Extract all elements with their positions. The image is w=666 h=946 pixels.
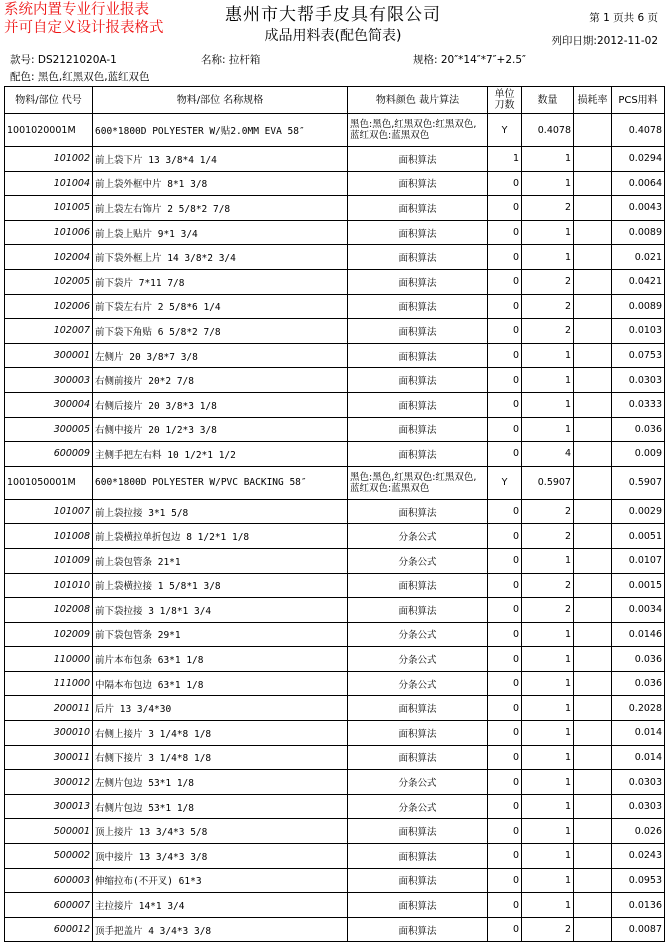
row-name-cell: 左侧片 20 3/8*7 3/8 [93, 343, 348, 368]
row-name-cell: 顶上接片 13 3/4*3 5/8 [93, 819, 348, 844]
row-name-cell: 前下袋左右片 2 5/8*6 1/4 [93, 294, 348, 319]
row-name-cell: 600*1800D POLYESTER W/贴2.0MM EVA 58″ [93, 114, 348, 147]
part-row [5, 196, 665, 221]
row-unit-cell: Y [488, 114, 522, 147]
row-color-calc-cell: 分条公式 [348, 794, 488, 819]
row-qty-cell: 1 [522, 548, 574, 573]
row-loss-cell [574, 721, 612, 746]
row-loss-cell [574, 844, 612, 869]
row-color-calc-cell: 面积算法 [348, 196, 488, 221]
row-unit-cell: 0 [488, 343, 522, 368]
row-loss-cell [574, 671, 612, 696]
row-color-calc-cell: 面积算法 [348, 598, 488, 623]
product-spec: 规格: 20″*14″*7″+2.5″ [413, 54, 526, 66]
row-color-calc-cell: 面积算法 [348, 819, 488, 844]
part-row [5, 245, 665, 270]
row-qty-cell: 1 [522, 622, 574, 647]
row-color-calc-cell: 面积算法 [348, 893, 488, 918]
part-row [5, 171, 665, 196]
row-code-cell: 101006 [5, 220, 93, 245]
row-unit-cell: 0 [488, 917, 522, 942]
row-qty-cell: 4 [522, 442, 574, 467]
part-row [5, 893, 665, 918]
row-unit-cell: 0 [488, 196, 522, 221]
row-unit-cell: 0 [488, 647, 522, 672]
row-name-cell: 前上袋外框中片 8*1 3/8 [93, 171, 348, 196]
row-unit-cell: 0 [488, 745, 522, 770]
row-code-cell: 300012 [5, 770, 93, 795]
part-row [5, 696, 665, 721]
row-color-calc-cell: 面积算法 [348, 368, 488, 393]
row-pcs-cell: 0.0051 [612, 524, 665, 549]
row-unit-cell: 0 [488, 868, 522, 893]
row-loss-cell [574, 147, 612, 172]
row-loss-cell [574, 573, 612, 598]
row-qty-cell: 0.5907 [522, 466, 574, 499]
row-unit-cell: 0 [488, 696, 522, 721]
row-code-cell: 300005 [5, 417, 93, 442]
row-qty-cell: 2 [522, 294, 574, 319]
row-pcs-cell: 0.0043 [612, 196, 665, 221]
row-pcs-cell: 0.0146 [612, 622, 665, 647]
row-color-calc-cell: 黑色:黑色,红黑双色:红黑双色,蓝红双色:蓝黑双色 [348, 114, 488, 147]
row-name-cell: 前上袋下片 13 3/8*4 1/4 [93, 147, 348, 172]
report-title: 成品用料表(配色简表) [264, 28, 402, 44]
part-row [5, 392, 665, 417]
row-code-cell: 102007 [5, 319, 93, 344]
part-row [5, 524, 665, 549]
row-unit-cell: 0 [488, 573, 522, 598]
row-name-cell: 前上袋拉接 3*1 5/8 [93, 499, 348, 524]
row-name-cell: 前片本布包条 63*1 1/8 [93, 647, 348, 672]
promo-line-2: 并可自定义设计报表格式 [4, 20, 164, 36]
row-name-cell: 600*1800D POLYESTER W/PVC BACKING 58″ [93, 466, 348, 499]
row-code-cell: 102009 [5, 622, 93, 647]
row-color-calc-cell: 面积算法 [348, 721, 488, 746]
row-unit-cell: 0 [488, 392, 522, 417]
row-color-calc-cell: 面积算法 [348, 147, 488, 172]
row-loss-cell [574, 343, 612, 368]
row-name-cell: 前上袋横拉单折包边 8 1/2*1 1/8 [93, 524, 348, 549]
row-qty-cell: 2 [522, 499, 574, 524]
row-code-cell: 102006 [5, 294, 93, 319]
row-pcs-cell: 0.009 [612, 442, 665, 467]
row-code-cell: 102008 [5, 598, 93, 623]
row-loss-cell [574, 466, 612, 499]
row-loss-cell [574, 893, 612, 918]
row-qty-cell: 1 [522, 647, 574, 672]
row-color-calc-cell: 面积算法 [348, 499, 488, 524]
col-header-color-calc: 物料颜色 裁片算法 [348, 87, 488, 114]
row-unit-cell: 0 [488, 794, 522, 819]
row-code-cell: 110000 [5, 647, 93, 672]
row-unit-cell: 0 [488, 417, 522, 442]
row-pcs-cell: 0.0333 [612, 392, 665, 417]
row-color-calc-cell: 面积算法 [348, 319, 488, 344]
row-pcs-cell: 0.0243 [612, 844, 665, 869]
row-pcs-cell: 0.0034 [612, 598, 665, 623]
row-name-cell: 右侧下接片 3 1/4*8 1/8 [93, 745, 348, 770]
row-pcs-cell: 0.0303 [612, 770, 665, 795]
row-qty-cell: 1 [522, 220, 574, 245]
row-qty-cell: 2 [522, 598, 574, 623]
row-loss-cell [574, 171, 612, 196]
col-header-name: 物料/部位 名称规格 [93, 87, 348, 114]
row-color-calc-cell: 面积算法 [348, 269, 488, 294]
row-name-cell: 前上袋左右饰片 2 5/8*2 7/8 [93, 196, 348, 221]
row-loss-cell [574, 114, 612, 147]
row-loss-cell [574, 548, 612, 573]
row-pcs-cell: 0.0294 [612, 147, 665, 172]
row-unit-cell: 0 [488, 171, 522, 196]
row-loss-cell [574, 499, 612, 524]
row-color-calc-cell: 面积算法 [348, 220, 488, 245]
row-pcs-cell: 0.0421 [612, 269, 665, 294]
part-row [5, 220, 665, 245]
part-row [5, 721, 665, 746]
row-color-calc-cell: 面积算法 [348, 294, 488, 319]
row-color-calc-cell: 黑色:黑色,红黑双色:红黑双色,蓝红双色:蓝黑双色 [348, 466, 488, 499]
row-pcs-cell: 0.0089 [612, 220, 665, 245]
row-qty-cell: 2 [522, 573, 574, 598]
row-loss-cell [574, 392, 612, 417]
row-name-cell: 后片 13 3/4*30 [93, 696, 348, 721]
row-name-cell: 顶手把盖片 4 3/4*3 3/8 [93, 917, 348, 942]
row-qty-cell: 1 [522, 770, 574, 795]
row-qty-cell: 1 [522, 721, 574, 746]
row-code-cell: 200011 [5, 696, 93, 721]
company-name: 惠州市大帮手皮具有限公司 [225, 5, 441, 25]
row-unit-cell: 0 [488, 893, 522, 918]
row-code-cell: 102004 [5, 245, 93, 270]
materials-table [4, 86, 665, 942]
row-unit-cell: 1 [488, 147, 522, 172]
row-color-calc-cell: 面积算法 [348, 844, 488, 869]
row-pcs-cell: 0.0303 [612, 368, 665, 393]
part-row [5, 499, 665, 524]
part-row [5, 548, 665, 573]
row-unit-cell: 0 [488, 671, 522, 696]
row-loss-cell [574, 696, 612, 721]
row-qty-cell: 1 [522, 171, 574, 196]
row-color-calc-cell: 分条公式 [348, 548, 488, 573]
row-code-cell: 101008 [5, 524, 93, 549]
row-name-cell: 前下袋下角贴 6 5/8*2 7/8 [93, 319, 348, 344]
row-code-cell: 101005 [5, 196, 93, 221]
row-pcs-cell: 0.014 [612, 745, 665, 770]
material-row [5, 466, 665, 499]
row-qty-cell: 1 [522, 794, 574, 819]
row-name-cell: 前上袋横拉接 1 5/8*1 3/8 [93, 573, 348, 598]
row-qty-cell: 1 [522, 147, 574, 172]
part-row [5, 671, 665, 696]
row-color-calc-cell: 面积算法 [348, 745, 488, 770]
part-row [5, 770, 665, 795]
part-row [5, 647, 665, 672]
row-code-cell: 1001050001M [5, 466, 93, 499]
row-unit-cell: 0 [488, 844, 522, 869]
row-qty-cell: 1 [522, 343, 574, 368]
print-date: 列印日期:2012-11-02 [551, 35, 658, 47]
row-pcs-cell: 0.0103 [612, 319, 665, 344]
row-color-calc-cell: 分条公式 [348, 524, 488, 549]
row-color-calc-cell: 面积算法 [348, 868, 488, 893]
row-qty-cell: 1 [522, 844, 574, 869]
part-row [5, 319, 665, 344]
row-loss-cell [574, 794, 612, 819]
row-pcs-cell: 0.2028 [612, 696, 665, 721]
row-loss-cell [574, 524, 612, 549]
row-pcs-cell: 0.5907 [612, 466, 665, 499]
row-qty-cell: 1 [522, 819, 574, 844]
part-row [5, 745, 665, 770]
col-header-unit-knife: 单位 刀数 [488, 87, 522, 114]
part-row [5, 147, 665, 172]
row-color-calc-cell: 面积算法 [348, 343, 488, 368]
row-loss-cell [574, 745, 612, 770]
row-qty-cell: 1 [522, 893, 574, 918]
row-name-cell: 右侧片包边 53*1 1/8 [93, 794, 348, 819]
row-code-cell: 101009 [5, 548, 93, 573]
row-code-cell: 102005 [5, 269, 93, 294]
row-pcs-cell: 0.026 [612, 819, 665, 844]
color-scheme: 配色: 黑色,红黑双色,蓝红双色 [10, 71, 150, 83]
style-number: 款号: DS2121020A-1 [10, 54, 117, 66]
row-qty-cell: 2 [522, 319, 574, 344]
part-row [5, 417, 665, 442]
row-pcs-cell: 0.0136 [612, 893, 665, 918]
row-name-cell: 前下袋片 7*11 7/8 [93, 269, 348, 294]
row-code-cell: 101007 [5, 499, 93, 524]
row-loss-cell [574, 245, 612, 270]
row-unit-cell: 0 [488, 598, 522, 623]
row-unit-cell: 0 [488, 622, 522, 647]
col-header-code: 物料/部位 代号 [5, 87, 93, 114]
row-loss-cell [574, 622, 612, 647]
col-header-qty: 数量 [522, 87, 574, 114]
row-unit-cell: 0 [488, 524, 522, 549]
part-row [5, 294, 665, 319]
row-unit-cell: 0 [488, 319, 522, 344]
row-color-calc-cell: 分条公式 [348, 647, 488, 672]
row-name-cell: 右侧中接片 20 1/2*3 3/8 [93, 417, 348, 442]
row-code-cell: 300011 [5, 745, 93, 770]
row-loss-cell [574, 417, 612, 442]
row-qty-cell: 1 [522, 392, 574, 417]
row-name-cell: 右侧后接片 20 3/8*3 1/8 [93, 392, 348, 417]
row-color-calc-cell: 面积算法 [348, 245, 488, 270]
row-unit-cell: 0 [488, 548, 522, 573]
table-header-row [5, 87, 665, 114]
row-pcs-cell: 0.0015 [612, 573, 665, 598]
row-qty-cell: 1 [522, 868, 574, 893]
row-pcs-cell: 0.036 [612, 417, 665, 442]
row-pcs-cell: 0.0089 [612, 294, 665, 319]
row-color-calc-cell: 面积算法 [348, 392, 488, 417]
promo-line-1: 系统内置专业行业报表 [4, 2, 149, 18]
row-code-cell: 300001 [5, 343, 93, 368]
row-qty-cell: 1 [522, 417, 574, 442]
row-loss-cell [574, 269, 612, 294]
row-code-cell: 300010 [5, 721, 93, 746]
row-loss-cell [574, 770, 612, 795]
part-row [5, 343, 665, 368]
part-row [5, 573, 665, 598]
row-color-calc-cell: 分条公式 [348, 671, 488, 696]
row-qty-cell: 1 [522, 696, 574, 721]
row-code-cell: 300013 [5, 794, 93, 819]
row-code-cell: 500002 [5, 844, 93, 869]
row-pcs-cell: 0.0029 [612, 499, 665, 524]
row-pcs-cell: 0.0953 [612, 868, 665, 893]
row-pcs-cell: 0.036 [612, 671, 665, 696]
row-pcs-cell: 0.0064 [612, 171, 665, 196]
row-pcs-cell: 0.0303 [612, 794, 665, 819]
row-code-cell: 600012 [5, 917, 93, 942]
row-qty-cell: 2 [522, 524, 574, 549]
row-pcs-cell: 0.0753 [612, 343, 665, 368]
row-loss-cell [574, 598, 612, 623]
part-row [5, 794, 665, 819]
row-loss-cell [574, 442, 612, 467]
row-pcs-cell: 0.021 [612, 245, 665, 270]
row-loss-cell [574, 868, 612, 893]
row-name-cell: 右侧前接片 20*2 7/8 [93, 368, 348, 393]
row-code-cell: 300003 [5, 368, 93, 393]
row-unit-cell: 0 [488, 245, 522, 270]
part-row [5, 368, 665, 393]
row-pcs-cell: 0.014 [612, 721, 665, 746]
material-row [5, 114, 665, 147]
row-unit-cell: 0 [488, 368, 522, 393]
row-qty-cell: 1 [522, 745, 574, 770]
row-qty-cell: 2 [522, 269, 574, 294]
row-name-cell: 顶中接片 13 3/4*3 3/8 [93, 844, 348, 869]
row-qty-cell: 2 [522, 196, 574, 221]
row-code-cell: 101004 [5, 171, 93, 196]
row-name-cell: 前上袋包管条 21*1 [93, 548, 348, 573]
row-name-cell: 前上袋上贴片 9*1 3/4 [93, 220, 348, 245]
row-unit-cell: 0 [488, 220, 522, 245]
row-code-cell: 1001020001M [5, 114, 93, 147]
row-name-cell: 前下袋外框上片 14 3/8*2 3/4 [93, 245, 348, 270]
row-name-cell: 主拉接片 14*1 3/4 [93, 893, 348, 918]
row-pcs-cell: 0.0087 [612, 917, 665, 942]
part-row [5, 868, 665, 893]
row-pcs-cell: 0.0107 [612, 548, 665, 573]
row-qty-cell: 0.4078 [522, 114, 574, 147]
row-qty-cell: 1 [522, 368, 574, 393]
row-color-calc-cell: 面积算法 [348, 696, 488, 721]
row-color-calc-cell: 面积算法 [348, 917, 488, 942]
row-loss-cell [574, 368, 612, 393]
part-row [5, 844, 665, 869]
col-header-pcs: PCS用料 [612, 87, 665, 114]
row-code-cell: 300004 [5, 392, 93, 417]
row-name-cell: 伸缩拉布(不开叉) 61*3 [93, 868, 348, 893]
row-unit-cell: 0 [488, 294, 522, 319]
row-color-calc-cell: 分条公式 [348, 622, 488, 647]
row-code-cell: 111000 [5, 671, 93, 696]
row-loss-cell [574, 294, 612, 319]
product-name: 名称: 拉杆箱 [201, 54, 261, 66]
row-unit-cell: 0 [488, 269, 522, 294]
row-code-cell: 600007 [5, 893, 93, 918]
part-row [5, 442, 665, 467]
row-code-cell: 600003 [5, 868, 93, 893]
row-unit-cell: 0 [488, 770, 522, 795]
row-loss-cell [574, 647, 612, 672]
row-qty-cell: 1 [522, 245, 574, 270]
col-header-loss: 损耗率 [574, 87, 612, 114]
row-loss-cell [574, 819, 612, 844]
row-name-cell: 主侧手把左右料 10 1/2*1 1/2 [93, 442, 348, 467]
part-row [5, 598, 665, 623]
row-unit-cell: 0 [488, 721, 522, 746]
row-code-cell: 600009 [5, 442, 93, 467]
row-qty-cell: 1 [522, 671, 574, 696]
row-name-cell: 前下袋拉接 3 1/8*1 3/4 [93, 598, 348, 623]
row-unit-cell: 0 [488, 499, 522, 524]
row-pcs-cell: 0.036 [612, 647, 665, 672]
row-name-cell: 中隔本布包边 63*1 1/8 [93, 671, 348, 696]
row-color-calc-cell: 面积算法 [348, 573, 488, 598]
row-unit-cell: Y [488, 466, 522, 499]
row-loss-cell [574, 220, 612, 245]
row-color-calc-cell: 面积算法 [348, 442, 488, 467]
row-loss-cell [574, 196, 612, 221]
row-code-cell: 101010 [5, 573, 93, 598]
row-code-cell: 500001 [5, 819, 93, 844]
row-code-cell: 101002 [5, 147, 93, 172]
row-loss-cell [574, 319, 612, 344]
row-qty-cell: 2 [522, 917, 574, 942]
page-indicator: 第 1 页共 6 页 [589, 12, 658, 24]
row-name-cell: 左侧片包边 53*1 1/8 [93, 770, 348, 795]
part-row [5, 622, 665, 647]
row-name-cell: 前下袋包管条 29*1 [93, 622, 348, 647]
row-unit-cell: 0 [488, 442, 522, 467]
row-loss-cell [574, 917, 612, 942]
row-color-calc-cell: 面积算法 [348, 171, 488, 196]
row-unit-cell: 0 [488, 819, 522, 844]
row-color-calc-cell: 分条公式 [348, 770, 488, 795]
row-pcs-cell: 0.4078 [612, 114, 665, 147]
row-color-calc-cell: 面积算法 [348, 417, 488, 442]
part-row [5, 917, 665, 942]
part-row [5, 819, 665, 844]
part-row [5, 269, 665, 294]
row-name-cell: 右侧上接片 3 1/4*8 1/8 [93, 721, 348, 746]
